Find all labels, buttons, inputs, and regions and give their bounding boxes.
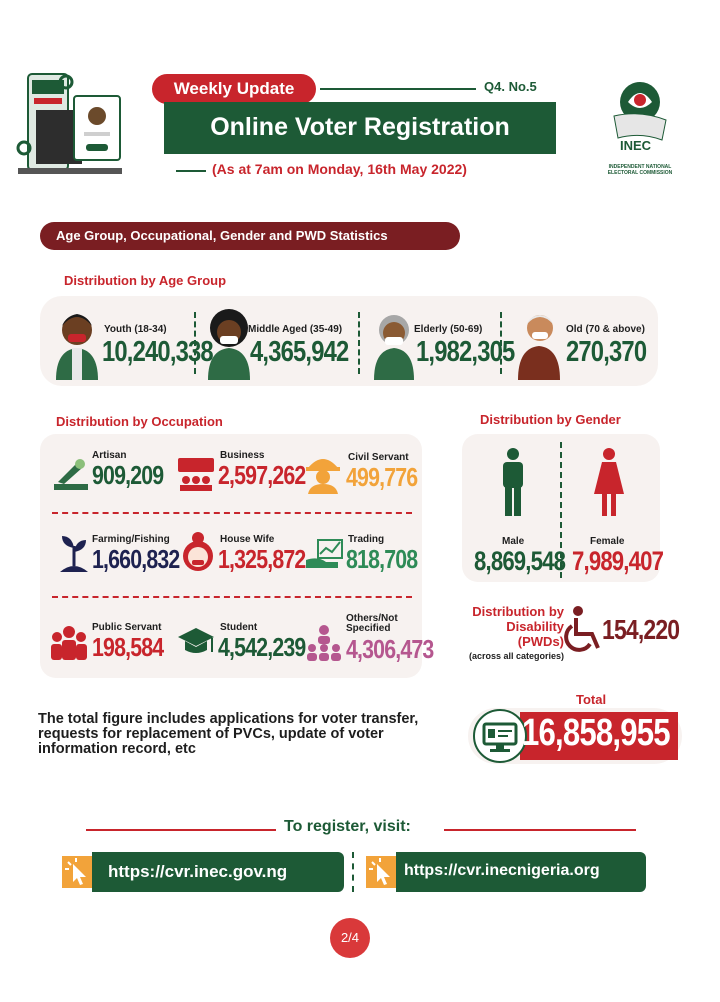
section-banner: Age Group, Occupational, Gender and PWD Statistics [40,222,460,250]
male-value: 8,869,548 [474,546,566,576]
civil-servant-hardhat-icon [304,450,342,494]
occ-student-value: 4,542,239 [218,632,306,662]
occ-public-label: Public Servant [92,622,162,633]
register-title: To register, visit: [284,818,411,835]
total-note: The total figure includes applications for voter transfer, requests for replacement of PVCs, update of voter information record, etc [38,711,419,757]
male-label: Male [502,536,525,547]
age-youth-value: 10,240,338 [102,336,213,368]
female-value: 7,989,407 [572,546,664,576]
register-link-1[interactable] [62,852,344,892]
age-divider [358,312,360,374]
cursor-click-icon [366,856,396,888]
occ-artisan-label: Artisan [92,450,127,461]
occ-housewife-label: House Wife [220,534,275,545]
male-figure-icon [498,448,528,516]
occ-student-label: Student [220,622,258,633]
register-link-1-text[interactable]: https://cvr.inec.gov.ng [92,852,344,892]
report-date: (As at 7am on Monday, 16th May 2022) [212,161,467,177]
occ-trading-value: 818,708 [346,544,418,574]
total-value: 16,858,955 [522,712,670,754]
age-elderly-value: 1,982,305 [416,336,515,368]
public-servant-group-icon [50,624,88,660]
occ-others-value: 4,306,473 [346,634,434,664]
register-link-2-text[interactable]: https://cvr.inecnigeria.org [396,852,646,892]
age-old-value: 270,370 [566,336,647,368]
occupation-row-divider [52,596,412,598]
link-divider [352,852,354,892]
occ-business-value: 2,597,262 [218,460,306,490]
occ-trading-label: Trading [348,534,385,545]
occ-housewife-value: 1,325,872 [218,544,306,574]
occ-farming-value: 1,660,832 [92,544,180,574]
age-divider [500,312,502,374]
age-elderly-label: Elderly (50-69) [414,324,483,335]
occ-business-label: Business [220,450,265,461]
header-rule-top [320,88,476,90]
register-rule-left [86,829,276,831]
total-label: Total [576,692,607,707]
cursor-click-icon [62,856,92,888]
page-title: Online Voter Registration [164,102,556,154]
female-label: Female [590,536,625,547]
occ-artisan-value: 909,209 [92,460,164,490]
voter-card-monitor-icon [472,708,528,764]
others-people-icon [304,622,344,662]
old-avatar-icon [516,304,562,380]
inec-logo-text: INEC [620,138,652,153]
house-wife-icon [180,530,216,574]
business-group-icon [176,456,216,492]
wheelchair-icon [564,606,604,652]
occ-civil-label: Civil Servant [348,452,409,463]
student-graduation-cap-icon [176,626,216,658]
age-youth-label: Youth (18-34) [104,324,167,335]
age-divider [194,312,196,374]
occ-others-label: Others/Not Specified [346,613,398,634]
page-number: 2/4 [330,918,370,958]
laptop-registration-illustration [14,70,126,182]
occupation-title: Distribution by Occupation [56,414,223,429]
age-old-label: Old (70 & above) [566,324,645,335]
register-link-2[interactable] [366,852,646,892]
register-rule-right [444,829,636,831]
pwd-value: 154,220 [602,614,680,645]
occ-farming-label: Farming/Fishing [92,534,170,545]
issue-number: Q4. No.5 [484,79,537,94]
pwd-note: (across all categories) [468,651,564,661]
occupation-row-divider [52,512,412,514]
gender-title: Distribution by Gender [480,412,621,427]
occ-civil-value: 499,776 [346,462,418,492]
middle-aged-avatar-icon [206,304,252,380]
inec-logo-caption: INDEPENDENT NATIONAL ELECTORAL COMMISSION [607,164,673,176]
female-figure-icon [592,448,626,516]
elderly-avatar-icon [372,304,416,380]
trading-hand-chart-icon [304,538,344,570]
occ-public-value: 198,584 [92,632,164,662]
youth-avatar-icon [54,304,100,380]
age-group-title: Distribution by Age Group [64,273,227,288]
pwd-title: Distribution by Disability (PWDs) [472,604,564,649]
header-rule-bottom [176,170,206,172]
farming-sprout-icon [56,532,92,572]
weekly-update-badge: Weekly Update [152,74,316,104]
artisan-tools-icon [52,458,90,492]
age-middle-value: 4,365,942 [250,336,349,368]
age-middle-label: Middle Aged (35-49) [248,324,343,335]
